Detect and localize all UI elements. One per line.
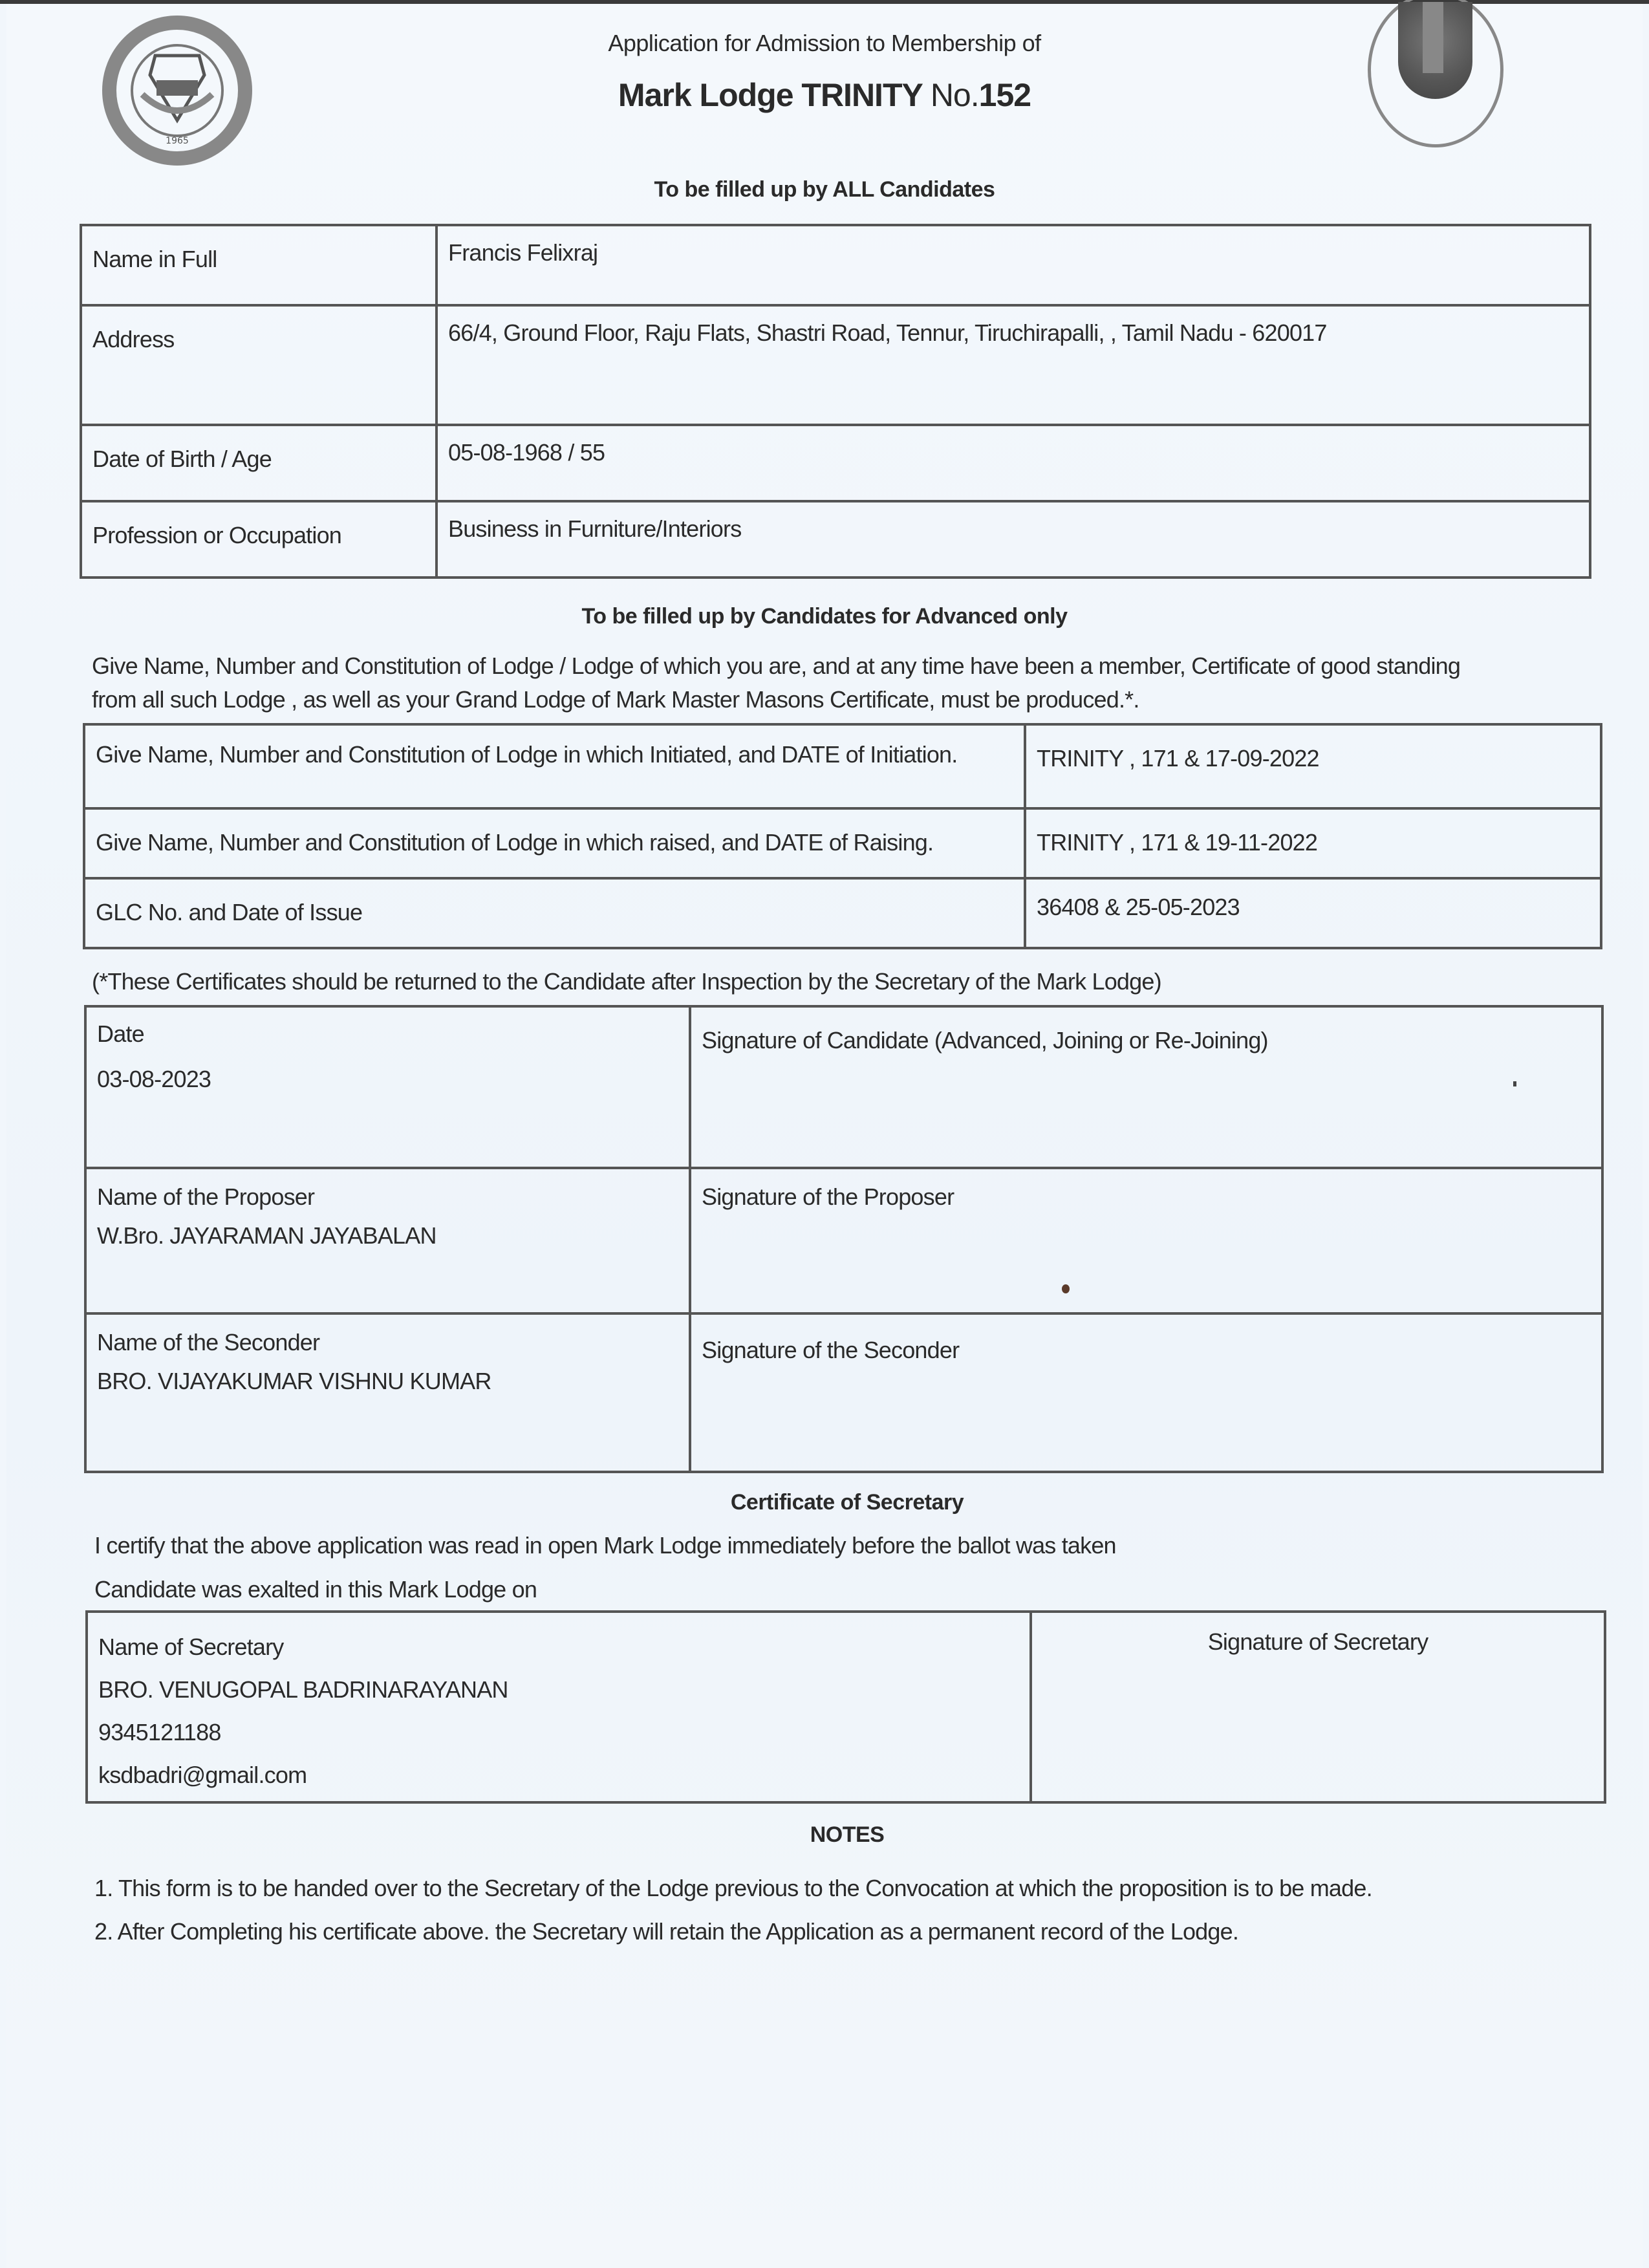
proposer-signature-label: Signature of the Proposer (702, 1183, 954, 1210)
secretary-label: Name of Secretary (98, 1634, 284, 1660)
form-subtitle: Application for Admission to Membership of (608, 30, 1041, 56)
notes-list (94, 1866, 1621, 1953)
secretary-table (85, 1610, 1606, 1804)
secretary-email-field[interactable]: ksdbadri@gmail.com (98, 1762, 307, 1788)
proposer-label: Name of the Proposer (97, 1183, 315, 1210)
signatures-table (84, 1005, 1604, 1473)
seconder-label: Name of the Seconder (97, 1329, 320, 1355)
seconder-cell (85, 1313, 690, 1472)
section-heading-advanced: To be filled up by Candidates for Advanced only (581, 604, 1068, 629)
table-row (81, 305, 1590, 425)
certificates-footnote: (*These Certificates should be returned to the Candidate after Inspection by the Secretary of the Mark Lodge) (92, 968, 1161, 995)
section-heading-all-candidates: To be filled up by ALL Candidates (654, 177, 995, 202)
instructions-line: Give Name, Number and Constitution of Lodge / Lodge of which you are, and at any time have been a member, Certificate of good standing (92, 653, 1461, 679)
table-row (84, 724, 1601, 808)
regional-grand-lodge-emblem-icon (1368, 0, 1503, 147)
field-label: Profession or Occupation (81, 501, 436, 578)
address-field[interactable]: 66/4, Ground Floor, Raju Flats, Shastri Road, Tennur, Tiruchirapalli, , Tamil Nadu - 620017 (436, 305, 1590, 425)
candidate-details-table (80, 224, 1591, 579)
note-item: 1. This form is to be handed over to the Secretary of the Lodge previous to the Convocation at which the proposition is to be made. (94, 1875, 1372, 1901)
exaltation-statement: Candidate was exalted in this Mark Lodge on (94, 1576, 537, 1603)
field-label: Address (81, 305, 436, 425)
scan-speck (1513, 1081, 1516, 1086)
secretary-name-field[interactable]: BRO. VENUGOPAL BADRINARAYANAN (98, 1676, 508, 1703)
section-heading-certificate: Certificate of Secretary (730, 1490, 964, 1515)
table-row (81, 425, 1590, 501)
application-form-page (6, 4, 1643, 2268)
instructions-line: from all such Lodge , as well as your Grand Lodge of Mark Master Masons Certificate, must be produced.*. (92, 686, 1139, 713)
candidate-signature-box[interactable] (690, 1006, 1602, 1168)
secretary-cell (87, 1612, 1031, 1802)
page-title (6, 76, 1643, 114)
seconder-signature-label: Signature of the Seconder (702, 1337, 960, 1363)
table-row (84, 878, 1601, 948)
table-row (81, 225, 1590, 305)
proposer-name-field[interactable]: W.Bro. JAYARAMAN JAYABALAN (97, 1222, 436, 1249)
field-label: GLC No. and Date of Issue (84, 878, 1025, 948)
proposer-signature-box[interactable] (690, 1168, 1602, 1313)
candidate-signature-label: Signature of Candidate (Advanced, Joining or Re-Joining) (702, 1027, 1268, 1053)
svg-text:1965: 1965 (166, 136, 189, 146)
table-row (85, 1313, 1602, 1472)
lodge-number: 152 (978, 77, 1031, 113)
field-label: Give Name, Number and Constitution of Lodge in which Initiated, and DATE of Initiation. (84, 724, 1025, 808)
field-label: Give Name, Number and Constitution of Lodge in which raised, and DATE of Raising. (84, 808, 1025, 878)
field-label: Date of Birth / Age (81, 425, 436, 501)
table-row (85, 1006, 1602, 1168)
seconder-signature-box[interactable] (690, 1313, 1602, 1472)
table-row (81, 501, 1590, 578)
dob-age-field[interactable]: 05-08-1968 / 55 (436, 425, 1590, 501)
occupation-field[interactable]: Business in Furniture/Interiors (436, 501, 1590, 578)
secretary-signature-label: Signature of Secretary (1207, 1628, 1428, 1655)
full-name-field[interactable]: Francis Felixraj (436, 225, 1590, 305)
date-label: Date (97, 1021, 144, 1047)
field-label: Name in Full (81, 225, 436, 305)
application-date-field[interactable]: 03-08-2023 (97, 1066, 211, 1092)
lodge-number-prefix: No. (930, 77, 979, 113)
table-row (87, 1612, 1605, 1802)
note-item: 2. After Completing his certificate above. the Secretary will retain the Application as a permanent record of the Lodge. (94, 1918, 1239, 1945)
secretary-signature-box[interactable] (1031, 1612, 1605, 1802)
scan-speck (1062, 1284, 1070, 1293)
lodge-history-table (83, 723, 1602, 949)
seconder-name-field[interactable]: BRO. VIJAYAKUMAR VISHNU KUMAR (97, 1368, 491, 1394)
initiation-field[interactable]: TRINITY , 171 & 17-09-2022 (1025, 724, 1601, 808)
certificate-statement: I certify that the above application was read in open Mark Lodge immediately before the ballot was taken (94, 1532, 1116, 1559)
date-cell (85, 1006, 690, 1168)
secretary-phone-field[interactable]: 9345121188 (98, 1719, 221, 1745)
proposer-cell (85, 1168, 690, 1313)
raising-field[interactable]: TRINITY , 171 & 19-11-2022 (1025, 808, 1601, 878)
table-row (84, 808, 1601, 878)
table-row (85, 1168, 1602, 1313)
lodge-name: Mark Lodge TRINITY (618, 77, 931, 113)
notes-heading: NOTES (810, 1822, 885, 1847)
glc-field[interactable]: 36408 & 25-05-2023 (1025, 878, 1601, 948)
advanced-instructions (92, 649, 1599, 717)
